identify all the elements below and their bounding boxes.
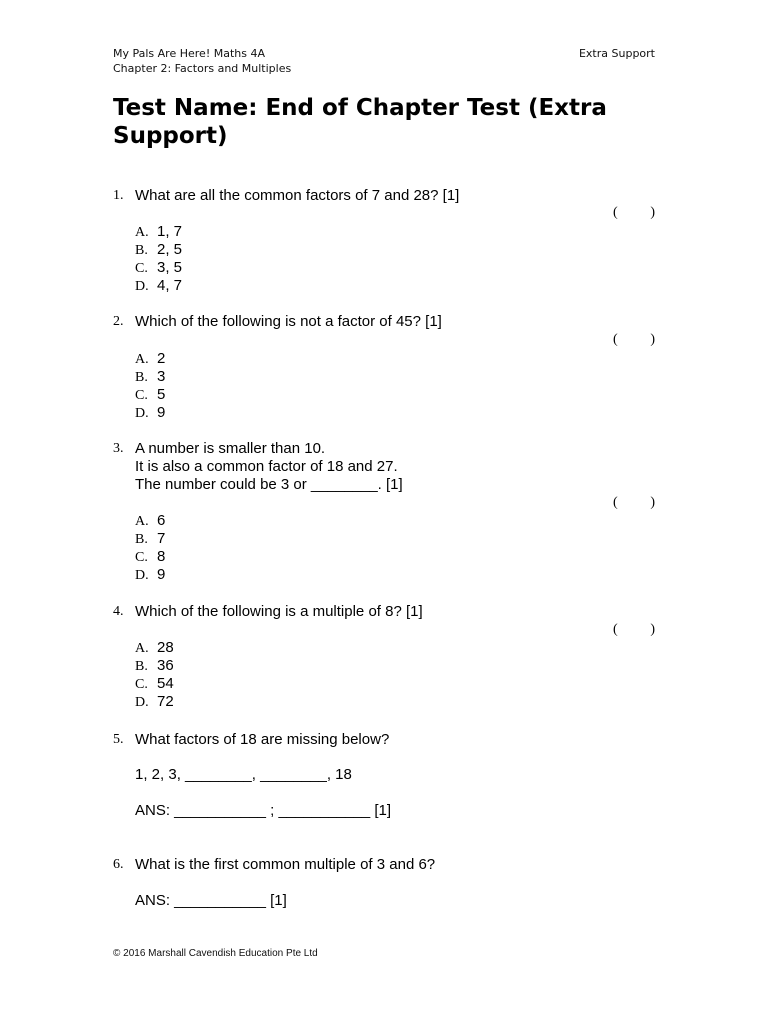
- options-list: [135, 223, 182, 295]
- test-title: Test Name: End of Chapter Test (Extra Support): [113, 95, 607, 149]
- option-c[interactable]: C. 54: [135, 675, 174, 692]
- answer-bracket[interactable]: ( ): [613, 495, 655, 510]
- question-text: The number could be 3 or ________. [1]: [135, 476, 403, 493]
- question-text: What are all the common factors of 7 and 28? [1]: [135, 187, 460, 204]
- question-text: What is the first common multiple of 3 and 6?: [135, 856, 436, 873]
- section-label: Extra Support: [578, 47, 655, 60]
- option-c[interactable]: C. 5: [135, 386, 166, 403]
- option-a[interactable]: A. 1, 7: [135, 223, 183, 240]
- option-a[interactable]: A. 2: [135, 350, 166, 367]
- question-number: 1.: [113, 188, 124, 203]
- option-d[interactable]: D. 9: [135, 404, 166, 421]
- question-4: [113, 603, 655, 710]
- options-list: [135, 639, 174, 711]
- option-a[interactable]: A. 6: [135, 512, 166, 529]
- book-title: My Pals Are Here! Maths 4A: [113, 47, 265, 60]
- question-number: 5.: [113, 732, 124, 747]
- question-3: [113, 440, 655, 583]
- question-text: It is also a common factor of 18 and 27.: [135, 458, 398, 475]
- option-c[interactable]: C. 8: [135, 548, 166, 565]
- missing-factors-sequence[interactable]: 1, 2, 3, ________, ________, 18: [135, 766, 352, 783]
- option-d[interactable]: D. 72: [135, 693, 174, 710]
- header-left: [113, 46, 291, 76]
- answer-bracket[interactable]: ( ): [613, 332, 655, 347]
- options-list: [135, 512, 165, 584]
- question-text: Which of the following is a multiple of 8? [1]: [135, 603, 423, 620]
- option-d[interactable]: D. 9: [135, 566, 166, 583]
- option-d[interactable]: D. 4, 7: [135, 277, 183, 294]
- question-text: A number is smaller than 10.: [135, 440, 326, 457]
- option-a[interactable]: A. 28: [135, 639, 174, 656]
- question-text: What factors of 18 are missing below?: [135, 731, 390, 748]
- question-number: 2.: [113, 314, 124, 329]
- copyright-footer: © 2016 Marshall Cavendish Education Pte Ltd: [113, 948, 318, 959]
- question-6: [113, 856, 655, 909]
- option-b[interactable]: B. 36: [135, 657, 174, 674]
- answer-bracket[interactable]: ( ): [613, 205, 655, 220]
- option-c[interactable]: C. 3, 5: [135, 259, 183, 276]
- answer-bracket[interactable]: ( ): [613, 622, 655, 637]
- question-number: 6.: [113, 857, 124, 872]
- option-b[interactable]: B. 3: [135, 368, 166, 385]
- question-5: [113, 731, 655, 819]
- question-text: Which of the following is not a factor of 45? [1]: [135, 313, 442, 330]
- answer-line[interactable]: ANS: ___________ ; ___________ [1]: [135, 802, 392, 819]
- question-2: [113, 313, 655, 421]
- option-b[interactable]: B. 2, 5: [135, 241, 183, 258]
- question-number: 3.: [113, 441, 124, 456]
- options-list: [135, 350, 165, 422]
- answer-line[interactable]: ANS: ___________ [1]: [135, 892, 287, 909]
- chapter-title: Chapter 2: Factors and Multiples: [113, 62, 292, 75]
- question-number: 4.: [113, 604, 124, 619]
- question-1: [113, 187, 655, 294]
- option-b[interactable]: B. 7: [135, 530, 166, 547]
